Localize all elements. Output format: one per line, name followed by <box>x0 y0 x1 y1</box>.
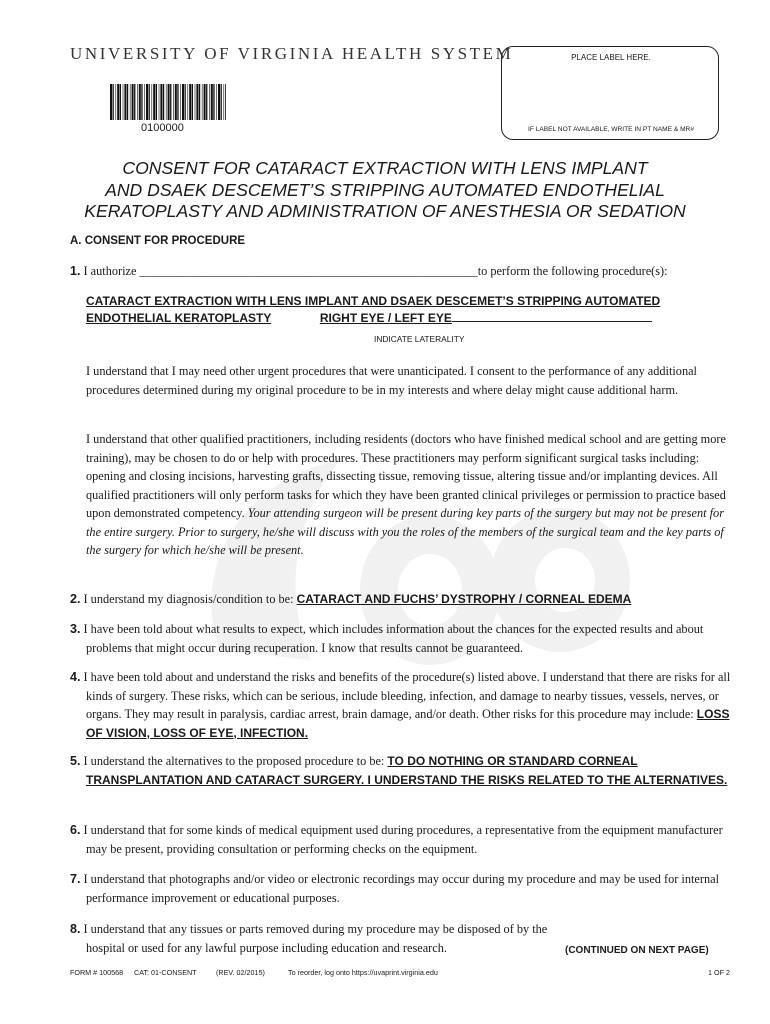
barcode-bar <box>221 84 222 120</box>
barcode-bar <box>182 84 184 120</box>
barcode-bar <box>195 84 196 120</box>
barcode-bar <box>152 84 153 120</box>
barcode-bar <box>144 84 145 120</box>
form-title-line-3: KERATOPLASTY AND ADMINISTRATION OF ANESTHESIA OR SEDATION <box>84 201 686 221</box>
label-box-instruction: PLACE LABEL HERE. <box>571 53 651 62</box>
barcode-bar <box>180 84 181 120</box>
laterality-note: INDICATE LATERALITY <box>374 334 465 344</box>
barcode-bar <box>113 84 114 120</box>
qualified-practitioners-paragraph <box>86 430 730 560</box>
laterality-underline <box>452 311 652 322</box>
barcode-bar <box>202 84 203 120</box>
form-category: CAT: 01-CONSENT <box>134 968 197 977</box>
form-number: FORM # 100568 <box>70 968 124 977</box>
reorder-link[interactable]: To reorder, log onto https://uvaprint.virginia.edu <box>288 968 438 977</box>
consent-item-2 <box>70 590 730 609</box>
barcode-bar <box>149 84 150 120</box>
item-number: 7. <box>70 872 81 886</box>
item-number: 1. <box>70 264 81 278</box>
barcode-bar <box>163 84 164 120</box>
section-heading: A. CONSENT FOR PROCEDURE <box>70 235 246 247</box>
item-number: 6. <box>70 823 81 837</box>
barcode-bar <box>153 84 155 120</box>
item-number: 5. <box>70 754 81 768</box>
consent-item-5 <box>70 752 746 789</box>
barcode-bar <box>189 84 191 120</box>
practitioner-blank-field[interactable]: _______________________________________________________ <box>139 264 478 278</box>
barcode-bar <box>160 84 162 120</box>
attending-surgeon-note: Your attending surgeon will be present during key parts of the surgery but may not be present for the entire surgery. Prior to surgery, he/she will discuss with you the roles of the members of the surgical team and the key parts of the surgery for which he/she will be present. <box>86 506 724 557</box>
barcode-bar <box>159 84 160 120</box>
barcode-bar <box>127 84 128 120</box>
organization-name: UNIVERSITY OF VIRGINIA HEALTH SYSTEM <box>70 44 514 63</box>
page-number: 1 OF 2 <box>708 968 730 977</box>
barcode-bar <box>146 84 148 120</box>
form-footer <box>70 968 730 977</box>
procedure-name-line-1: CATARACT EXTRACTION WITH LENS IMPLANT AND DSAEK DESCEMET’S STRIPPING AUTOMATED <box>86 294 661 308</box>
procedure-risks-value: LOSS OF VISION, LOSS OF EYE, INFECTION. <box>86 707 730 740</box>
barcode-bar <box>213 84 214 120</box>
barcode-bar <box>192 84 193 120</box>
consent-item-1 <box>70 262 730 281</box>
urgent-procedures-paragraph: I understand that I may need other urgent procedures that were unanticipated. I consent to the performance of any additional procedures determined during my original procedure to be in my interests and where delay might cause additional harm. <box>86 364 697 397</box>
barcode-bar <box>168 84 170 120</box>
consent-item-8 <box>70 920 556 957</box>
barcode-bar <box>170 84 171 120</box>
barcode-bar <box>177 84 178 120</box>
barcode-bar <box>156 84 157 120</box>
paragraph-text: I understand that other qualified practitioners, including residents (doctors who have finished medical school and are getting more training), may be chosen to do or help with procedures. These practitioners may perform significant surgical tasks including: opening and closing incisions, harvesting grafts, dissecting tissue, removing tissue, altering tissue and/or implanting devices. All qualified practitioners will only perform tasks for which they have been granted clinical privileges or permission to practice based upon demonstrated competency. <box>86 432 726 520</box>
barcode-bar <box>175 84 177 120</box>
item-text: I understand the alternatives to the proposed procedure to be: <box>83 754 388 768</box>
barcode-bar <box>117 84 119 120</box>
barcode-bar <box>123 84 124 120</box>
barcode-bar <box>185 84 186 120</box>
consent-item-6 <box>70 821 746 858</box>
barcode-bar <box>224 84 225 120</box>
barcode-bar <box>137 84 138 120</box>
form-revision: (REV. 02/2015) <box>216 968 265 977</box>
item-number: 8. <box>70 922 81 936</box>
item-text: I have been told about what results to expect, which includes information about the chances for the expected results and about problems that might occur during recuperation. I know that results cannot be guaranteed. <box>83 622 704 655</box>
barcode-bar <box>209 84 210 120</box>
barcode-bar <box>199 84 200 120</box>
barcode-bar <box>120 84 121 120</box>
barcode <box>110 84 226 120</box>
item-text: I understand that for some kinds of medical equipment used during procedures, a representative from the equipment manufacturer may be present, providing consultation or performing checks on the equipment. <box>83 823 723 856</box>
barcode-bar <box>141 84 142 120</box>
item-text: I have been told about and understand the risks and benefits of the procedure(s) listed above. I understand that there are risks for all kinds of surgery. These risks, which can be serious, include bleeding, infection, and damage to nearby tissues, vessels, nerves, or organs. They may result in paralysis, cardiac arrest, brain damage, and/or death. Other risks for this procedure may include: <box>83 670 731 721</box>
patient-label-box <box>501 46 719 140</box>
barcode-bar <box>211 84 213 120</box>
consent-item-4 <box>70 668 746 742</box>
barcode-bar <box>206 84 207 120</box>
item-text: I understand my diagnosis/condition to be: <box>83 592 297 606</box>
barcode-bar <box>130 84 131 120</box>
laterality-options[interactable]: RIGHT EYE / LEFT EYE <box>319 311 452 325</box>
barcode-bar <box>134 84 135 120</box>
procedure-name-line-2 <box>86 311 736 325</box>
item-number: 4. <box>70 670 81 684</box>
form-title-line-1: CONSENT FOR CATARACT EXTRACTION WITH LENS IMPLANT <box>122 158 648 178</box>
item-number: 3. <box>70 622 81 636</box>
barcode-bar <box>216 84 217 120</box>
consent-item-3 <box>70 620 746 657</box>
barcode-bar <box>166 84 167 120</box>
item-number: 2. <box>70 592 81 606</box>
item-text: to perform the following procedure(s): <box>477 264 668 278</box>
continued-notice: (CONTINUED ON NEXT PAGE) <box>565 945 709 956</box>
diagnosis-value: CATARACT AND FUCHS’ DYSTROPHY / CORNEAL EDEMA <box>296 592 632 606</box>
item-text: I understand that photographs and/or video or electronic recordings may occur during my procedure and may be used for internal performance improvement or educational purposes. <box>83 872 719 905</box>
procedure-name-continued: ENDOTHELIAL KERATOPLASTY <box>86 311 272 325</box>
barcode-bar <box>139 84 141 120</box>
barcode-bar <box>110 84 112 120</box>
alternatives-value: TO DO NOTHING OR STANDARD CORNEAL TRANSPLANTATION AND CATARACT SURGERY. I UNDERSTAND THE RISKS RELATED TO THE ALTERNATIVES. <box>86 754 728 787</box>
barcode-bar <box>188 84 189 120</box>
barcode-bar <box>173 84 174 120</box>
barcode-bar <box>204 84 206 120</box>
item-text: I authorize <box>83 264 140 278</box>
barcode-number: 0100000 <box>141 122 184 134</box>
label-box-fallback-note: IF LABEL NOT AVAILABLE, WRITE IN PT NAME & MR# <box>528 126 694 133</box>
barcode-bar <box>225 84 226 120</box>
consent-item-7 <box>70 870 746 907</box>
barcode-bar <box>218 84 220 120</box>
barcode-bar <box>124 84 126 120</box>
barcode-bar <box>132 84 134 120</box>
barcode-bar <box>196 84 198 120</box>
barcode-bar <box>116 84 117 120</box>
form-title-line-2: AND DSAEK DESCEMET’S STRIPPING AUTOMATED ENDOTHELIAL <box>105 180 665 200</box>
item-text: I understand that any tissues or parts removed during my procedure may be disposed of by the hospital or used for any lawful purpose including education and research. <box>83 922 548 955</box>
